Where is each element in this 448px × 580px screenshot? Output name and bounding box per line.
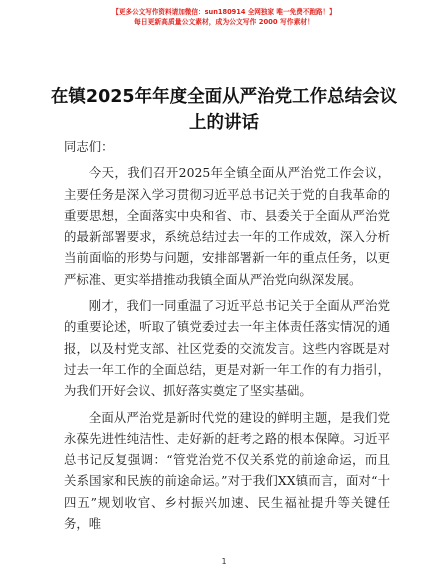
page-number: 1	[221, 557, 227, 566]
promo-banner	[0, 8, 448, 27]
banner-line-2: 每日更新高质量公文素材，成为公文写作 2000 写作素材！	[134, 18, 314, 26]
salutation: 同志们：	[64, 139, 114, 154]
banner-line-1: 【更多公文写作资料请加微信：sun180914 全网独家 唯一免费不跑路！】	[112, 8, 336, 16]
document-title: 在镇2025年年度全面从严治党工作总结会议上的讲话	[50, 87, 398, 133]
paragraph-1: 今天，我们召开2025年全镇全面从严治党工作会议，主要任务是深入学习贯彻习近平总书记关于党的自我革命的重要思想，全面落实中央和省、市、县委关于全面从严治党的最新部署要求，系统总结过去一年的工作成效，深入分析当前面临的形势与问题，安排部署新一年的重点任务，以更严标准、更实举措推动我镇全面从严治党向纵深发展。	[64, 165, 390, 287]
paragraph-3: 全面从严治党是新时代党的建设的鲜明主题，是我们党永葆先进性纯洁性、走好新的赶考之路的根本保障。习近平总书记反复强调：“管党治党不仅关系党的前途命运，而且关系国家和民族的前途命运。”对于我们XX镇而言，面对“十四五”规划收官、乡村振兴加速、民生福祉提升等关键任务，唯	[64, 409, 390, 532]
paragraph-2: 刚才，我们一同重温了习近平总书记关于全面从严治党的重要论述，听取了镇党委过去一年主体责任落实情况的通报，以及村党支部、社区党委的交流发言。这些内容既是对过去一年工作的全面总结，更是对新一年工作的有力指引，为我们开好会议、抓好落实奠定了坚实基础。	[64, 298, 390, 399]
document-body	[64, 136, 390, 539]
